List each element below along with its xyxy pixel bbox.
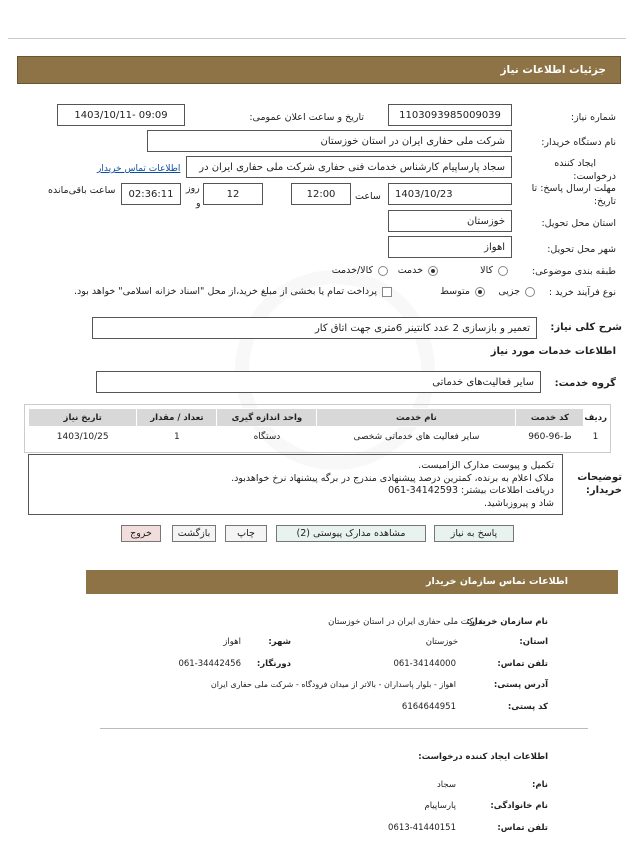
deadline-hour-field: 12:00 xyxy=(291,183,351,205)
checkbox-icon xyxy=(382,287,392,297)
th-qty: تعداد / مقدار xyxy=(137,409,217,427)
hour-label: ساعت xyxy=(355,191,381,202)
th-row: ردیف xyxy=(584,412,607,423)
day-label: روز xyxy=(186,183,200,194)
radio-checked-icon xyxy=(475,287,485,297)
contact-address: اهواز - بلوار پاسداران - بالاتر از میدان فرودگاه - شرکت ملی حفاری ایران xyxy=(210,680,456,689)
need-number-field: 1103093985009039 xyxy=(388,104,512,126)
contact-org: شرکت ملی حفاری ایران در استان خوزستان xyxy=(328,617,485,627)
contact-postal-label: کد پستی: xyxy=(507,702,548,712)
summary-label: شرح کلی نیاز: xyxy=(550,322,622,333)
top-rule xyxy=(8,38,626,39)
contact-city-label: شهر: xyxy=(268,637,291,647)
notes-line: شاد و پیروزباشید. xyxy=(483,497,554,509)
buyer-contact-link[interactable]: اطلاعات تماس خریدار xyxy=(97,164,181,174)
cat-service-option[interactable] xyxy=(398,265,438,276)
services-title: اطلاعات خدمات مورد نیاز xyxy=(490,346,616,357)
announce-field: 1403/10/11- 09:09 xyxy=(57,104,185,126)
cell-code: ط-96-960 xyxy=(528,431,572,442)
service-group-field: سایر فعالیت‌های خدماتی xyxy=(96,371,541,393)
cell-qty: 1 xyxy=(174,431,180,442)
cat-goods-service-option[interactable] xyxy=(332,265,388,276)
notes-line: تکمیل و پیوست مدارک الزامیست. xyxy=(418,460,554,471)
creator-family-label: نام خانوادگی: xyxy=(490,801,548,811)
services-table-wrap xyxy=(24,404,611,453)
day-suffix: و xyxy=(196,198,201,209)
buyer-org-label: نام دستگاه خریدار: xyxy=(541,137,616,148)
proc-medium-option[interactable] xyxy=(440,286,485,297)
contact-fax-label: دورنگار: xyxy=(256,659,291,669)
radio-checked-icon xyxy=(428,266,438,276)
notes-line: دریافت اطلاعات بیشتر: 34142593-061 xyxy=(388,485,554,496)
print-button[interactable]: چاپ xyxy=(225,525,267,542)
remaining-label: ساعت باقی‌مانده xyxy=(48,185,116,196)
th-date: تاریخ نیاز xyxy=(29,409,137,427)
table-header-row xyxy=(29,409,608,427)
notes-label: توضیحات xyxy=(577,472,622,483)
deadline-label-2: تاریخ: xyxy=(593,196,616,207)
buyer-org-field: شرکت ملی حفاری ایران در استان خوزستان xyxy=(147,130,512,152)
notes-label-2: خریدار: xyxy=(585,485,622,496)
proc-medium-label: متوسط xyxy=(440,286,470,297)
view-docs-button[interactable]: مشاهده مدارک پیوستی (2) xyxy=(276,525,426,542)
creator-name-label: نام: xyxy=(531,780,548,790)
days-field: 12 xyxy=(203,183,263,205)
table-row xyxy=(29,427,608,447)
cell-unit: دستگاه xyxy=(253,431,281,442)
contact-city: اهواز xyxy=(223,637,241,647)
creator-label: ایجاد کننده xyxy=(554,158,596,169)
cell-date: 1403/10/25 xyxy=(56,431,109,442)
city-field: اهواز xyxy=(388,236,512,258)
services-table xyxy=(28,408,607,447)
th-code: کد خدمت xyxy=(516,409,584,427)
contact-phone: 061-34144000 xyxy=(393,659,456,669)
need-number-label: شماره نیاز: xyxy=(570,112,616,123)
contact-address-label: آدرس پستی: xyxy=(493,680,548,690)
notes-box xyxy=(28,454,563,515)
cat-service-label: خدمت xyxy=(397,265,423,276)
radio-icon xyxy=(498,266,508,276)
creator-label-2: درخواست: xyxy=(573,171,616,182)
creator-tel-label: تلفن تماس: xyxy=(497,823,548,833)
page-title: جزئیات اطلاعات نیاز xyxy=(500,64,606,76)
creator-tel: 0613-41440151 xyxy=(388,823,456,833)
service-group-label: گروه خدمت: xyxy=(554,378,616,389)
creator-family: پارساپیام xyxy=(424,801,456,811)
summary-field: تعمیر و بازسازی 2 عدد کانتینر 6متری جهت اتاق کار xyxy=(92,317,537,339)
exit-button[interactable]: خروج xyxy=(121,525,161,542)
cat-goods-label: کالا xyxy=(480,265,493,276)
remaining-field: 02:36:11 xyxy=(121,183,181,205)
reply-button[interactable]: پاسخ به نیاز xyxy=(434,525,514,542)
proc-minor-label: جزیی xyxy=(498,286,520,297)
th-unit: واحد اندازه گیری xyxy=(217,409,317,427)
province-field: خوزستان xyxy=(388,210,512,232)
cat-goods-service-label: کالا/خدمت xyxy=(331,265,373,276)
contact-province-label: استان: xyxy=(519,637,548,647)
page-header xyxy=(17,56,621,84)
notes-line: ملاک اعلام به برنده، کمترین درصد پیشنهادی مندرج در برگه پیشنهاد نرخ خواهدبود. xyxy=(231,472,554,484)
cell-row: 1 xyxy=(592,431,599,442)
contact-province: خوزستان xyxy=(425,637,458,647)
cat-goods-option[interactable] xyxy=(480,265,508,276)
th-name: نام خدمت xyxy=(317,409,516,427)
process-label: نوع فرآیند خرید : xyxy=(548,287,616,298)
contact-phone-label: تلفن تماس: xyxy=(497,659,548,669)
radio-icon xyxy=(525,287,535,297)
contact-title: اطلاعات تماس سازمان خریدار xyxy=(425,576,568,587)
contact-fax: 061-34442456 xyxy=(178,659,241,669)
radio-icon xyxy=(378,266,388,276)
cell-name: سایر فعالیت های خدماتی شخصی xyxy=(353,431,480,442)
province-label: استان محل تحویل: xyxy=(541,218,616,229)
contact-org-label: نام سازمان خریدار: xyxy=(466,617,548,627)
deadline-date-field: 1403/10/23 xyxy=(388,183,512,205)
payment-option[interactable] xyxy=(74,286,392,297)
payment-label: پرداخت تمام یا بخشی از مبلغ خرید،از محل "اسناد خزانه اسلامی" خواهد بود. xyxy=(74,286,377,297)
city-label: شهر محل تحویل: xyxy=(547,244,616,255)
creator-name: سجاد xyxy=(437,780,456,790)
creator-info-title: اطلاعات ایجاد کننده درخواست: xyxy=(418,752,548,762)
deadline-label: مهلت ارسال پاسخ: تا xyxy=(531,183,616,194)
creator-field: سجاد پارساپیام کارشناس خدمات فنی حفاری شرکت ملی حفاری ایران در xyxy=(186,156,512,178)
contact-divider xyxy=(100,728,588,729)
proc-minor-option[interactable] xyxy=(498,286,535,297)
category-label: طبقه بندی موضوعی: xyxy=(531,266,616,277)
contact-postal: 6164644951 xyxy=(401,702,456,712)
back-button[interactable]: بازگشت xyxy=(172,525,216,542)
contact-header xyxy=(86,570,618,594)
announce-label: تاریخ و ساعت اعلان عمومی: xyxy=(249,112,364,123)
